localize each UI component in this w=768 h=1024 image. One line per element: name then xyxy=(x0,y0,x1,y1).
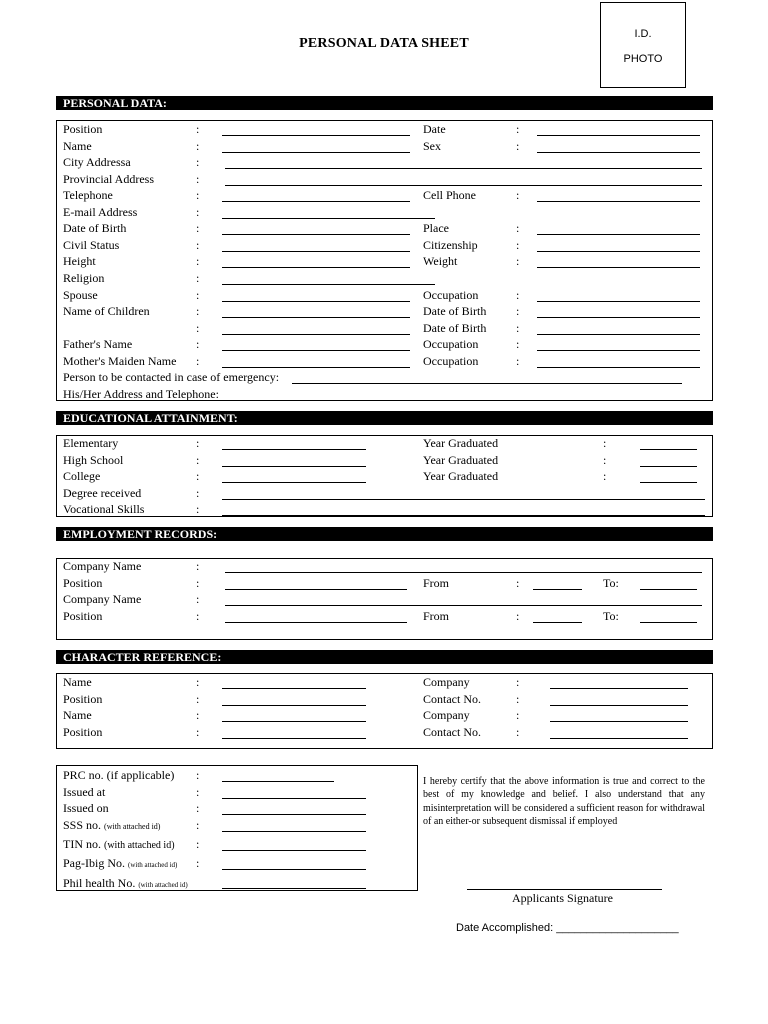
colon: : xyxy=(516,138,520,153)
company-name-field[interactable] xyxy=(225,572,702,573)
employment-label-company-name: Company Name xyxy=(63,559,142,573)
page-title: PERSONAL DATA SHEET xyxy=(299,36,469,51)
colon: : xyxy=(196,155,200,170)
issued-at-field[interactable] xyxy=(222,798,366,799)
personal-field-name-of-children[interactable] xyxy=(222,317,410,318)
colon: : xyxy=(196,287,200,302)
reference-field-contact-no[interactable] xyxy=(550,738,688,739)
tin-field[interactable] xyxy=(222,850,366,851)
personal-field-name[interactable] xyxy=(222,152,410,153)
personal-label-place: Place xyxy=(423,221,449,236)
personal-field-height[interactable] xyxy=(222,267,410,268)
signature-line[interactable] xyxy=(467,889,662,890)
reference-field-company[interactable] xyxy=(550,688,688,689)
personal-field-date-of-birth[interactable] xyxy=(537,334,700,335)
personal-label-date-of-birth: Date of Birth xyxy=(423,304,487,319)
colon: : xyxy=(516,320,520,335)
philhealth-text: Phil health No. xyxy=(63,876,136,890)
prc-field[interactable] xyxy=(222,781,334,782)
colon: : xyxy=(196,675,200,689)
colon: : xyxy=(196,188,200,203)
colon: : xyxy=(516,608,520,623)
personal-field-citizenship[interactable] xyxy=(537,251,700,252)
colon: : xyxy=(196,485,200,500)
personal-field-religion[interactable] xyxy=(222,284,435,285)
colon: : xyxy=(196,171,200,186)
personal-label-name-of-children: Name of Children xyxy=(63,304,150,319)
education-field-degree-received[interactable] xyxy=(222,499,705,500)
issued-at-label: Issued at xyxy=(63,785,106,799)
personal-field-occupation[interactable] xyxy=(537,301,700,302)
to-label: To: xyxy=(603,575,619,590)
id-photo-label: PHOTO xyxy=(623,53,663,65)
personal-field-e-mail-address[interactable] xyxy=(222,218,435,219)
colon: : xyxy=(516,337,520,352)
education-label-college: College xyxy=(63,469,101,483)
colon: : xyxy=(196,237,200,252)
tin-text: TIN no. xyxy=(63,837,101,851)
prc-label: PRC no. (if applicable) xyxy=(63,768,175,782)
from-label: From xyxy=(423,575,450,590)
employment-label-position: Position xyxy=(63,608,103,623)
colon: : xyxy=(196,353,200,368)
personal-field-date-of-birth[interactable] xyxy=(537,317,700,318)
colon: : xyxy=(516,691,520,706)
personal-label-religion: Religion xyxy=(63,270,105,285)
reference-label-contact-no: Contact No. xyxy=(423,691,481,706)
sss-field[interactable] xyxy=(222,831,366,832)
personal-label-occupation: Occupation xyxy=(423,287,479,302)
year-graduated-field[interactable] xyxy=(640,482,697,483)
reference-field-company[interactable] xyxy=(550,721,688,722)
colon: : xyxy=(196,724,200,739)
personal-field-father-s-name[interactable] xyxy=(222,350,410,351)
education-label-elementary: Elementary xyxy=(63,436,119,450)
pagibig-note: (with attached id) xyxy=(128,861,178,869)
personal-field-occupation[interactable] xyxy=(537,350,700,351)
personal-label-telephone: Telephone xyxy=(63,188,113,203)
from-field[interactable] xyxy=(533,622,582,623)
personal-label-spouse: Spouse xyxy=(63,287,98,302)
colon: : xyxy=(196,436,200,450)
id-photo-box xyxy=(600,2,686,88)
philhealth-field[interactable] xyxy=(222,888,366,889)
section-educational-attainment: EDUCATIONAL ATTAINMENT: xyxy=(56,411,713,425)
personal-field-telephone[interactable] xyxy=(222,201,410,202)
education-label-vocational-skills: Vocational Skills xyxy=(63,502,145,516)
personal-label-provincial-address: Provincial Address xyxy=(63,171,154,186)
sss-note: (with attached id) xyxy=(104,822,161,831)
personal-label-mother-s-maiden-name: Mother's Maiden Name xyxy=(63,353,177,368)
reference-label-company: Company xyxy=(423,675,470,689)
education-field-high-school[interactable] xyxy=(222,466,366,467)
colon: : xyxy=(196,856,200,870)
colon: : xyxy=(196,608,200,623)
date-accomplished: Date Accomplished: ____________________ xyxy=(456,922,679,934)
sss-text: SSS no. xyxy=(63,818,102,832)
personal-field-children-2[interactable] xyxy=(222,334,410,335)
colon: : xyxy=(516,221,520,236)
personal-field-date-of-birth[interactable] xyxy=(222,234,410,235)
to-field[interactable] xyxy=(640,622,697,623)
colon: : xyxy=(196,801,200,815)
reference-label-name: Name xyxy=(63,708,92,723)
colon: : xyxy=(196,221,200,236)
colon: : xyxy=(196,691,200,706)
personal-label-city-addressa: City Addressa xyxy=(63,155,131,170)
id-photo-label: I.D. xyxy=(634,28,652,40)
education-label-year-graduated: Year Graduated xyxy=(423,469,499,483)
personal-label-weight: Weight xyxy=(423,254,458,269)
personal-label-date-of-birth: Date of Birth xyxy=(423,320,487,335)
personal-field-sex[interactable] xyxy=(537,152,700,153)
colon: : xyxy=(516,304,520,319)
personal-field-occupation[interactable] xyxy=(537,367,700,368)
tin-note: (with attached id) xyxy=(104,840,175,851)
personal-label-occupation: Occupation xyxy=(423,353,479,368)
personal-label-sex: Sex xyxy=(423,138,441,153)
personal-field-civil-status[interactable] xyxy=(222,251,410,252)
section-personal-data: PERSONAL DATA: xyxy=(56,96,713,110)
personal-field-weight[interactable] xyxy=(537,267,700,268)
employment-label-company-name: Company Name xyxy=(63,592,142,607)
colon: : xyxy=(516,122,520,136)
colon: : xyxy=(196,559,200,573)
reference-field-position[interactable] xyxy=(222,705,366,706)
year-graduated-field[interactable] xyxy=(640,449,697,450)
reference-label-company: Company xyxy=(423,708,470,723)
colon: : xyxy=(196,818,200,832)
personal-label-occupation: Occupation xyxy=(423,337,479,352)
issued-on-field[interactable] xyxy=(222,814,366,815)
reference-label-contact-no: Contact No. xyxy=(423,724,481,739)
colon: : xyxy=(196,122,200,136)
address-telephone-label: His/Her Address and Telephone: xyxy=(63,387,219,401)
education-label-year-graduated: Year Graduated xyxy=(423,452,499,467)
personal-field-position[interactable] xyxy=(222,135,410,136)
reference-label-name: Name xyxy=(63,675,92,689)
personal-field-mother-s-maiden-name[interactable] xyxy=(222,367,410,368)
colon: : xyxy=(196,502,200,516)
pagibig-field[interactable] xyxy=(222,869,366,870)
employment-box xyxy=(56,558,713,640)
colon: : xyxy=(196,575,200,590)
employment-label-position: Position xyxy=(63,575,103,590)
section-employment-records: EMPLOYMENT RECORDS: xyxy=(56,527,713,541)
personal-field-spouse[interactable] xyxy=(222,301,410,302)
colon: : xyxy=(196,320,200,335)
colon: : xyxy=(196,452,200,467)
education-field-vocational-skills[interactable] xyxy=(222,515,705,516)
to-label: To: xyxy=(603,608,619,623)
reference-field-name[interactable] xyxy=(222,688,366,689)
reference-label-position: Position xyxy=(63,691,103,706)
position-field[interactable] xyxy=(225,589,407,590)
address-telephone-field[interactable] xyxy=(258,400,682,401)
colon: : xyxy=(196,204,200,219)
section-character-reference: CHARACTER REFERENCE: xyxy=(56,650,713,664)
colon: : xyxy=(196,469,200,483)
education-label-high-school: High School xyxy=(63,452,124,467)
personal-field-place[interactable] xyxy=(537,234,700,235)
colon: : xyxy=(196,337,200,352)
colon: : xyxy=(516,353,520,368)
reference-field-name[interactable] xyxy=(222,721,366,722)
education-field-elementary[interactable] xyxy=(222,449,366,450)
personal-label-date: Date xyxy=(423,122,446,136)
colon: : xyxy=(603,452,607,467)
pagibig-text: Pag-Ibig No. xyxy=(63,856,125,870)
education-label-year-graduated: Year Graduated xyxy=(423,436,499,450)
education-box xyxy=(56,435,713,517)
colon: : xyxy=(516,724,520,739)
reference-field-position[interactable] xyxy=(222,738,366,739)
pagibig-label xyxy=(63,856,177,873)
personal-field-date[interactable] xyxy=(537,135,700,136)
personal-label-cell-phone: Cell Phone xyxy=(423,188,476,203)
philhealth-label xyxy=(63,876,188,893)
certification-text: I hereby certify that the above information is true and correct to the best of my knowledge and belief. I also understand that any misinterpretation will be considered a sufficient reason for withdrawal of an either-or subsequent dismissal if employed xyxy=(423,776,705,828)
colon: : xyxy=(603,436,607,450)
colon: : xyxy=(516,575,520,590)
personal-field-provincial-address[interactable] xyxy=(225,185,702,186)
issued-on-label: Issued on xyxy=(63,801,109,815)
personal-label-name: Name xyxy=(63,138,92,153)
colon: : xyxy=(196,254,200,269)
personal-label-position: Position xyxy=(63,122,103,136)
colon: : xyxy=(196,708,200,723)
personal-field-cell-phone[interactable] xyxy=(537,201,700,202)
personal-label-father-s-name: Father's Name xyxy=(63,337,133,352)
colon: : xyxy=(516,675,520,689)
from-field[interactable] xyxy=(533,589,582,590)
emergency-contact-label: Person to be contacted in case of emergency: xyxy=(63,370,280,384)
personal-field-city-addressa[interactable] xyxy=(225,168,702,169)
colon: : xyxy=(196,837,200,851)
education-label-degree-received: Degree received xyxy=(63,485,142,500)
colon: : xyxy=(196,138,200,153)
tin-label xyxy=(63,837,175,853)
colon: : xyxy=(196,592,200,607)
colon: : xyxy=(196,768,200,782)
colon: : xyxy=(516,188,520,203)
from-label: From xyxy=(423,608,450,623)
company-name-field[interactable] xyxy=(225,605,702,606)
sss-label xyxy=(63,818,160,834)
year-graduated-field[interactable] xyxy=(640,466,697,467)
personal-label-citizenship: Citizenship xyxy=(423,237,478,252)
colon: : xyxy=(196,785,200,799)
reference-label-position: Position xyxy=(63,724,103,739)
colon: : xyxy=(516,237,520,252)
personal-label-date-of-birth: Date of Birth xyxy=(63,221,127,236)
colon: : xyxy=(196,304,200,319)
position-field[interactable] xyxy=(225,622,407,623)
colon: : xyxy=(516,254,520,269)
colon: : xyxy=(603,469,607,483)
personal-label-e-mail-address: E-mail Address xyxy=(63,204,138,219)
personal-label-height: Height xyxy=(63,254,96,269)
reference-field-contact-no[interactable] xyxy=(550,705,688,706)
philhealth-note: (with attached id) xyxy=(138,881,188,889)
colon: : xyxy=(516,287,520,302)
to-field[interactable] xyxy=(640,589,697,590)
signature-label: Applicants Signature xyxy=(512,891,613,905)
colon: : xyxy=(196,270,200,285)
personal-label-civil-status: Civil Status xyxy=(63,237,120,252)
education-field-college[interactable] xyxy=(222,482,366,483)
emergency-contact-field[interactable] xyxy=(292,383,682,384)
colon: : xyxy=(516,708,520,723)
